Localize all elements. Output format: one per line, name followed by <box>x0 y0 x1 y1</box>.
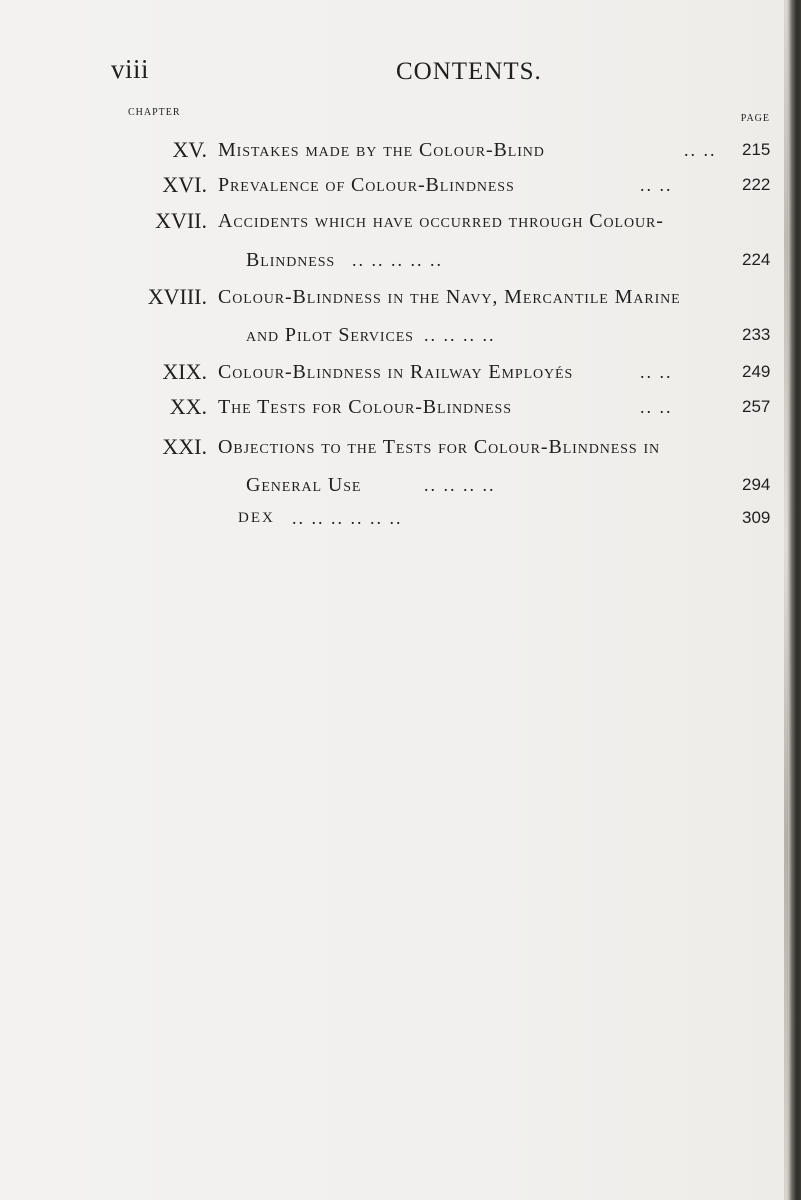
page-ref: 224 <box>742 250 771 269</box>
chapter-numeral: XVII. <box>155 208 207 233</box>
chapter-column-label: CHAPTER <box>128 107 181 118</box>
scan-binding-edge <box>787 0 801 1200</box>
dot-leaders: .. .. .. .. .. .. <box>292 508 403 528</box>
dot-leaders: .. .. <box>640 362 673 382</box>
dot-leaders: .. .. <box>640 397 673 417</box>
toc-entry <box>0 206 801 236</box>
chapter-title-continued: Blindness <box>246 249 336 271</box>
dot-leaders: .. .. .. .. <box>424 475 496 495</box>
toc-entry <box>0 392 801 422</box>
chapter-numeral: XX. <box>169 394 207 419</box>
chapter-title: Colour-Blindness in Railway Employés <box>218 361 574 383</box>
toc-entry-continuation <box>0 245 801 275</box>
toc-entry-continuation <box>0 320 801 350</box>
chapter-numeral: XVI. <box>162 172 207 197</box>
page-ref: 249 <box>742 362 771 381</box>
index-label: DEX <box>238 510 275 526</box>
chapter-numeral: XV. <box>172 137 207 162</box>
toc-index-entry <box>0 503 801 533</box>
toc-entry <box>0 135 801 165</box>
toc-entry <box>0 432 801 462</box>
toc-entry <box>0 282 801 312</box>
dot-leaders: .. .. .. .. <box>424 325 496 345</box>
page-number: viii <box>111 54 150 84</box>
dot-leaders: .. .. <box>640 175 673 195</box>
chapter-title: Prevalence of Colour-Blindness <box>218 174 515 196</box>
chapter-numeral: XVIII. <box>147 284 207 309</box>
page-ref: 222 <box>742 175 771 194</box>
chapter-numeral: XXI. <box>162 434 207 459</box>
running-title: CONTENTS. <box>396 58 542 85</box>
page-ref: 233 <box>742 325 771 344</box>
chapter-title: Objections to the Tests for Colour-Blindness in <box>218 436 661 458</box>
page-ref: 309 <box>742 508 771 527</box>
chapter-title: Accidents which have occurred through Colour- <box>218 210 664 232</box>
chapter-title: Mistakes made by the Colour-Blind <box>218 139 545 161</box>
page-column-label: PAGE <box>740 113 770 124</box>
chapter-title: Colour-Blindness in the Navy, Mercantile Marine <box>218 286 681 308</box>
page-ref: 294 <box>742 475 771 494</box>
page-ref: 257 <box>742 397 771 416</box>
toc-entry <box>0 170 801 200</box>
chapter-title-continued: General Use <box>246 474 362 496</box>
toc-entry <box>0 357 801 387</box>
chapter-title-continued: and Pilot Services <box>246 324 414 346</box>
chapter-title: The Tests for Colour-Blindness <box>218 396 512 418</box>
dot-leaders: .. .. <box>684 140 717 160</box>
toc-entry-continuation <box>0 470 801 500</box>
dot-leaders: .. .. .. .. .. <box>352 250 443 270</box>
chapter-numeral: XIX. <box>162 359 207 384</box>
page-ref: 215 <box>742 140 771 159</box>
